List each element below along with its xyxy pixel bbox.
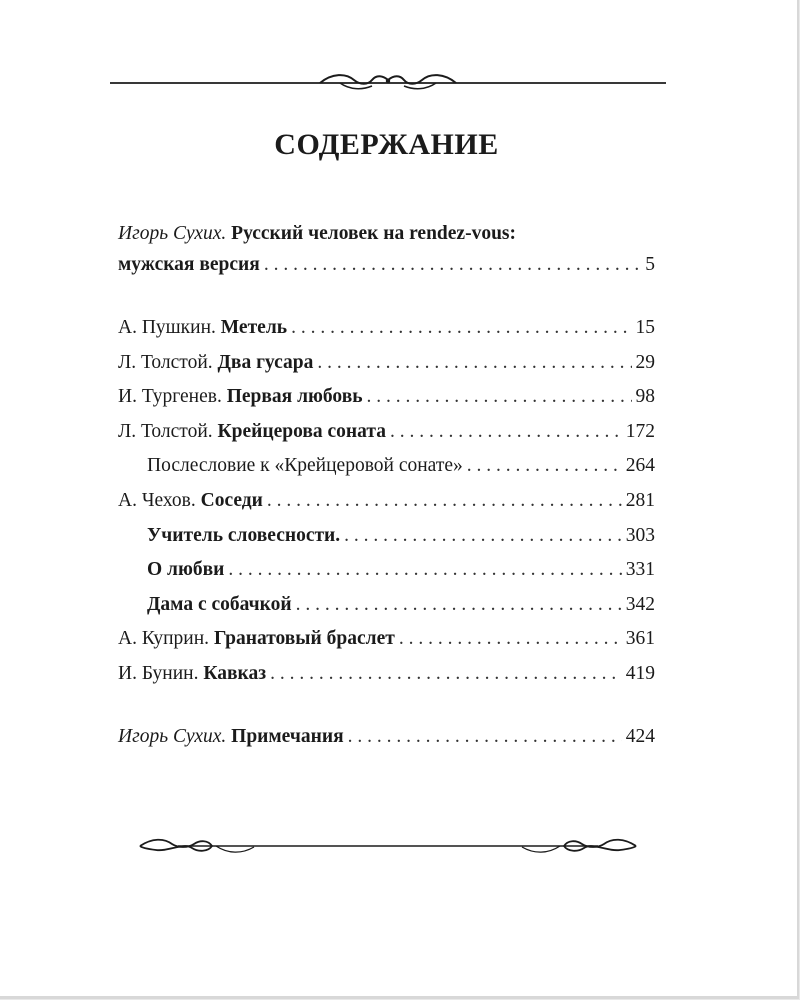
- entry-title: Соседи: [200, 489, 263, 511]
- entry-author: А. Пушкин.: [118, 317, 216, 338]
- entry-title: Метель: [220, 317, 288, 338]
- entry-title: Учитель словесности.: [147, 524, 341, 546]
- toc-entry[interactable]: [118, 449, 655, 484]
- entry-page-number: 281: [625, 489, 655, 511]
- table-of-contents: [118, 218, 655, 754]
- dot-leader: [467, 449, 622, 484]
- toc-entry[interactable]: [118, 622, 655, 657]
- dot-leader: [348, 720, 622, 755]
- entry-page-number: 342: [625, 593, 655, 615]
- entry-author: И. Бунин.: [118, 662, 199, 684]
- entry-author: Л. Толстой.: [118, 351, 213, 373]
- entry-page-number: 331: [625, 559, 655, 581]
- intro-entry: [118, 218, 655, 280]
- entry-title: Крейцерова соната: [217, 420, 386, 442]
- entry-title: О любви: [147, 559, 225, 581]
- entry-author: Л. Толстой.: [118, 420, 213, 442]
- notes-title: Примечания: [231, 725, 344, 747]
- entry-author: А. Куприн.: [118, 628, 210, 650]
- toc-entry[interactable]: [118, 311, 655, 346]
- dot-leader: [228, 553, 621, 588]
- entry-title: Кавказ: [203, 662, 267, 684]
- intro-author: Игорь Сухих.: [118, 223, 227, 244]
- entry-page-number: 361: [625, 628, 655, 650]
- toc-entry[interactable]: [118, 415, 655, 450]
- toc-entry[interactable]: [118, 380, 655, 415]
- toc-entry[interactable]: [118, 657, 655, 692]
- dot-leader: [267, 484, 622, 519]
- entry-author: И. Тургенев.: [118, 386, 222, 408]
- entry-title: Гранатовый браслет: [213, 628, 395, 650]
- toc-entry[interactable]: [118, 519, 655, 554]
- dot-leader: [270, 657, 622, 692]
- entry-title: Два гусара: [217, 351, 314, 373]
- entry-page-number: 98: [635, 386, 655, 408]
- toc-entry[interactable]: [118, 346, 655, 381]
- dot-leader: [344, 519, 622, 554]
- entry-page-number: 419: [625, 662, 655, 684]
- intro-page-number: 5: [645, 254, 655, 275]
- intro-title-line1: Русский человек на rendez-vous:: [231, 223, 517, 244]
- notes-entry[interactable]: [118, 720, 655, 755]
- entry-page-number: 303: [625, 524, 655, 546]
- entry-title: Дама с собачкой: [147, 593, 292, 615]
- dot-leader: [264, 249, 641, 280]
- dot-leader: [399, 622, 622, 657]
- notes-page-number: 424: [625, 725, 655, 747]
- entry-author: А. Чехов.: [118, 489, 196, 511]
- page-title: СОДЕРЖАНИЕ: [274, 128, 499, 161]
- entry-title: Первая любовь: [226, 386, 363, 408]
- entry-page-number: 15: [635, 317, 655, 338]
- top-ornament: [110, 70, 666, 98]
- toc-entry[interactable]: [118, 588, 655, 623]
- bottom-ornament: [138, 834, 638, 860]
- intro-title-line2: мужская версия: [118, 254, 260, 275]
- entry-page-number: 264: [625, 455, 655, 477]
- notes-author: Игорь Сухих.: [118, 725, 227, 747]
- dot-leader: [317, 346, 631, 381]
- toc-entry[interactable]: [118, 484, 655, 519]
- toc-entry[interactable]: [118, 553, 655, 588]
- dot-leader: [390, 415, 622, 450]
- entry-title: Послесловие к «Крейцеровой сонате»: [147, 455, 463, 477]
- dot-leader: [291, 311, 631, 346]
- dot-leader: [296, 588, 622, 623]
- entry-page-number: 172: [625, 420, 655, 442]
- entry-page-number: 29: [635, 351, 655, 373]
- dot-leader: [367, 380, 632, 415]
